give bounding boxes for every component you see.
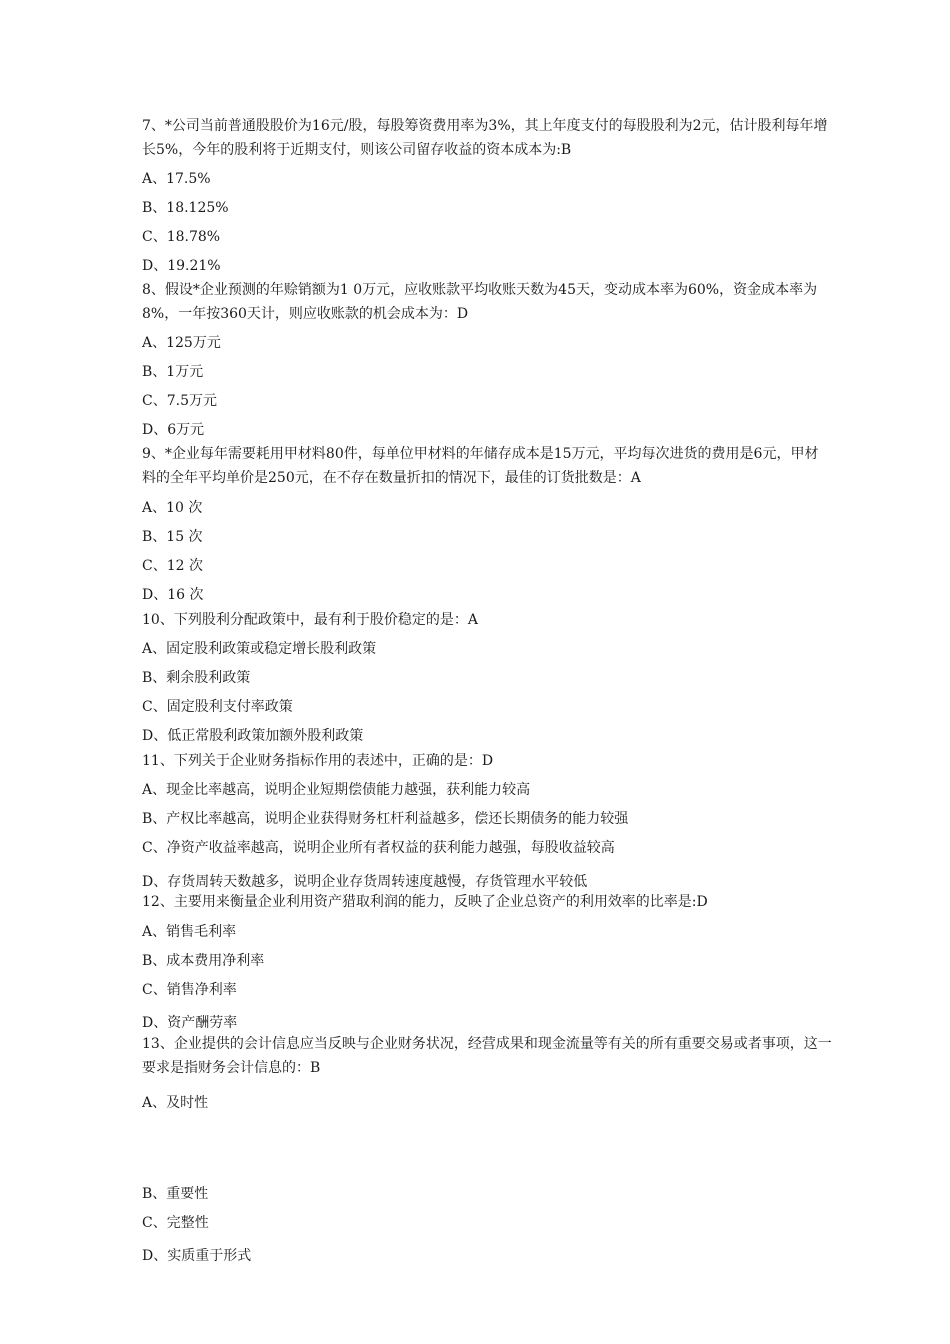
- question-11-option-a: A、现金比率越高，说明企业短期偿债能力越强，获利能力较高: [142, 782, 531, 798]
- question-13-option-b: B、重要性: [142, 1186, 209, 1202]
- question-12-option-d: D、资产酬劳率: [142, 1015, 238, 1031]
- question-10-option-d: D、低正常股利政策加额外股利政策: [142, 728, 364, 744]
- question-13-option-c: C、完整性: [142, 1215, 209, 1231]
- question-7-option-d: D、19.21%: [142, 258, 221, 274]
- question-12-stem: 12、主要用来衡量企业利用资产猎取利润的能力，反映了企业总资产的利用效率的比率是:D: [142, 894, 708, 910]
- question-11-option-c: C、净资产收益率越高，说明企业所有者权益的获利能力越强，每股收益较高: [142, 840, 615, 856]
- question-12-option-a: A、销售毛利率: [142, 924, 237, 940]
- question-10-stem: 10、下列股利分配政策中，最有利于股价稳定的是：A: [142, 612, 478, 628]
- question-8-option-d: D、6万元: [142, 422, 205, 438]
- question-8-option-b: B、1万元: [142, 364, 204, 380]
- question-10-option-c: C、固定股利支付率政策: [142, 699, 293, 715]
- question-10-option-a: A、固定股利政策或稳定增长股利政策: [142, 641, 377, 657]
- question-11-option-b: B、产权比率越高，说明企业获得财务杠杆利益越多，偿还长期债务的能力较强: [142, 811, 629, 827]
- question-11-stem: 11、下列关于企业财务指标作用的表述中，正确的是：D: [142, 753, 494, 769]
- question-9-stem: 9、*企业每年需要耗用甲材料80件，每单位甲材料的年储存成本是15万元，平均每次进货的费用是6元，甲材料的全年平均单价是250元，在不存在数量折扣的情况下，最佳的订货批数是：A: [142, 446, 819, 486]
- question-8-option-a: A、125万元: [142, 335, 221, 351]
- question-8-stem: 8、假设*企业预测的年赊销额为1 0万元，应收账款平均收账天数为45天，变动成本率为60%，资金成本率为8%，一年按360天计，则应收账款的机会成本为：D: [142, 282, 818, 322]
- question-13-option-a: A、及时性: [142, 1095, 209, 1111]
- question-9-option-b: B、15 次: [142, 529, 203, 545]
- question-13-stem: 13、企业提供的会计信息应当反映与企业财务状况，经营成果和现金流量等有关的所有重要交易或者事项，这一要求是指财务会计信息的：B: [142, 1036, 832, 1076]
- question-9-option-d: D、16 次: [142, 587, 204, 603]
- question-7-option-c: C、18.78%: [142, 229, 221, 245]
- question-9-option-c: C、12 次: [142, 558, 203, 574]
- question-13-option-d: D、实质重于形式: [142, 1248, 252, 1264]
- question-7-option-b: B、18.125%: [142, 200, 229, 216]
- question-8-option-c: C、7.5万元: [142, 393, 217, 409]
- question-7-stem: 7、*公司当前普通股股价为16元/股，每股筹资费用率为3%，其上年度支付的每股股利为2元，估计股利每年增长5%，今年的股利将于近期支付，则该公司留存收益的资本成本为:B: [142, 118, 828, 158]
- question-7-option-a: A、17.5%: [142, 171, 211, 187]
- question-11-option-d: D、存货周转天数越多，说明企业存货周转速度越慢，存货管理水平较低: [142, 874, 588, 890]
- question-12-option-b: B、成本费用净利率: [142, 953, 265, 969]
- question-9-option-a: A、10 次: [142, 500, 203, 516]
- question-12-option-c: C、销售净利率: [142, 982, 237, 998]
- question-10-option-b: B、剩余股利政策: [142, 670, 251, 686]
